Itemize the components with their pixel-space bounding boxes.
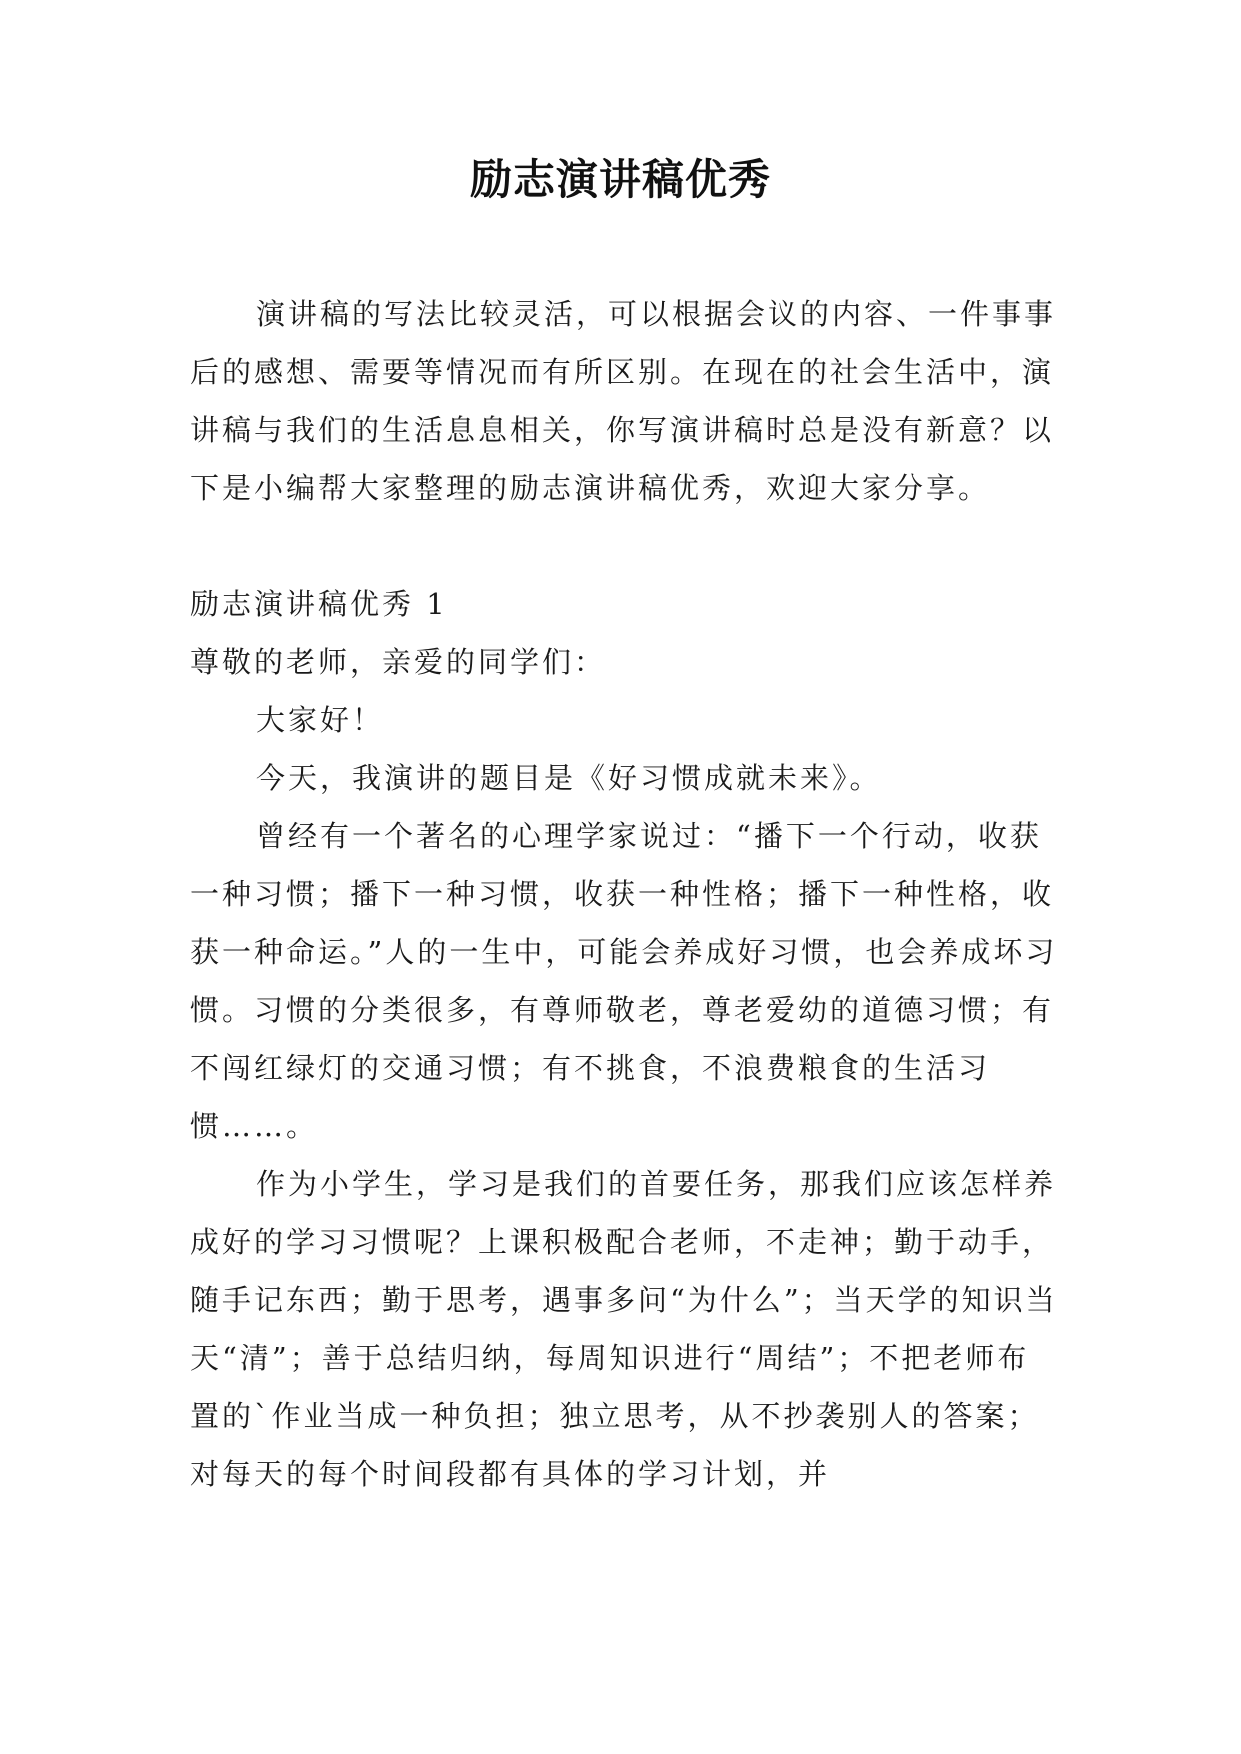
document-body xyxy=(190,285,1060,1503)
greeting: 大家好！ xyxy=(256,703,385,737)
body-paragraph: 今天，我演讲的题目是《好习惯成就未来》。 xyxy=(256,761,882,795)
body-paragraph: 曾经有一个著名的心理学家说过：“播下一个行动，收获一种习惯；播下一种习惯，收获一种性格；播下一种性格，收获一种命运。”人的一生中，可能会养成好习惯，也会养成坏习惯。习惯的分类很多，有尊师敬老，尊老爱幼的道德习惯；有不闯红绿灯的交通习惯；有不挑食，不浪费粮食的生活习惯……。 xyxy=(190,819,1058,1143)
document-title: 励志演讲稿优秀 xyxy=(469,155,771,204)
paragraph-spacer xyxy=(190,517,1060,575)
body-paragraph: 作为小学生，学习是我们的首要任务，那我们应该怎样养成好的学习习惯呢？上课积极配合老师，不走神；勤于动手，随手记东西；勤于思考，遇事多问“为什么”；当天学的知识当天“清”；善于总结归纳，每周知识进行“周结”；不把老师布置的`作业当成一种负担；独立思考，从不抄袭别人的答案；对每天的每个时间段都有具体的学习计划，并 xyxy=(190,1167,1058,1491)
section-heading: 励志演讲稿优秀 1 xyxy=(190,587,448,621)
salutation: 尊敬的老师，亲爱的同学们： xyxy=(190,645,607,679)
intro-paragraph: 演讲稿的写法比较灵活，可以根据会议的内容、一件事事后的感想、需要等情况而有所区别。在现在的社会生活中，演讲稿与我们的生活息息相关，你写演讲稿时总是没有新意？以下是小编帮大家整理的励志演讲稿优秀，欢迎大家分享。 xyxy=(190,297,1057,505)
